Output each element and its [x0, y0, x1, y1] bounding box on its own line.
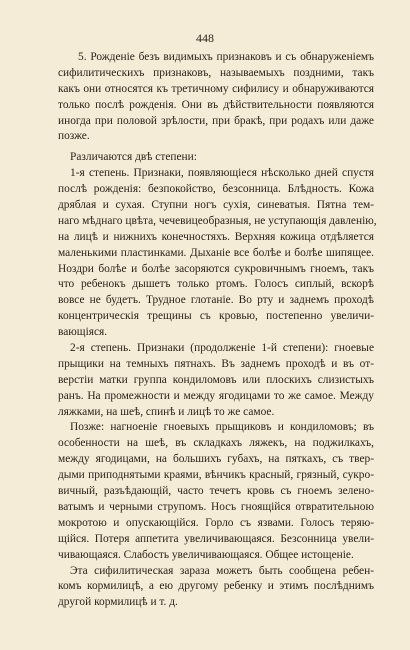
paragraph-2 [58, 150, 374, 166]
text-line: ватымъ и черными струпомъ. Носъ гноящійся отвратительною [58, 500, 374, 513]
text-line: на лицѣ и нижнихъ конечностяхъ. Верхняя кожица отдѣляется [58, 230, 374, 243]
text-line: вающіяся. [58, 326, 108, 339]
text-line: чивающаяся. Слабость увеличивающаяся. Общее истощеніе. [58, 548, 354, 561]
text-line: Позже: нагноеніе гноевыхъ прыщиковъ и кондиломовъ; въ [70, 421, 374, 434]
paragraph-5 [58, 420, 374, 563]
text-line: какъ они относятся къ третичному сифилису и обнаруживаются [58, 82, 374, 95]
text-line: ранъ. На промежности и между ягодицами то же самое. Между [58, 389, 374, 402]
text-line: прыщики на темныхъ пятнахъ. Въ заднемъ проходѣ и въ от- [58, 357, 374, 370]
text-line: Различаются двѣ степени: [70, 151, 197, 164]
text-line: 5. Рожденіе безъ видимыхъ признаковъ и съ обнаруженіемъ [78, 51, 374, 63]
paragraph-3 [58, 166, 377, 341]
text-line: концентрическія трещины съ кровью, постепенно увеличи- [58, 310, 374, 323]
text-line: Эта сифилитическая зараза можетъ быть сообщена ребен- [70, 564, 374, 577]
text-line: другой кормилицѣ и т. д. [58, 596, 178, 609]
text-line: между ягодицами, на большихъ губахъ, на пяткахъ, съ твер- [58, 453, 374, 466]
body-text [58, 50, 377, 611]
text-line: позже. [58, 130, 90, 143]
text-line: особенности на шеѣ, въ складкахъ ляжекъ, на поджилкахъ, [58, 437, 374, 450]
text-line: послѣ рожденія: безпокойство, безсонница. Блѣдность. Кожа [58, 183, 374, 196]
paragraph-4 [58, 341, 374, 420]
text-line: маленькими пластинками. Дыханіе все болѣе и болѣе шипящее. [58, 246, 374, 259]
text-line: Ноздри болѣе и болѣе засоряются сукровичнымъ гноемъ, такъ [58, 262, 374, 275]
text-line: сифилитическихъ признаковъ, называемыхъ поздними, такъ [58, 66, 374, 79]
text-line: иногда при половой зрѣлости, при бракѣ, при родахъ или даже [58, 114, 374, 127]
text-line: верстіи матки группа кондиломовъ или плоскихъ слизистыхъ [58, 373, 374, 386]
text-line: вичный, разъѣдающій, часто течетъ кровь съ гноемъ зелено- [58, 485, 374, 498]
text-line: щійся. Потеря аппетита увеличивающаяся. Безсонница увели- [58, 532, 374, 545]
text-line: дряблая и сухая. Ступни ногъ сухія, синеватыя. Пятна тем- [58, 199, 374, 212]
text-line: вовсе не будетъ. Трудное глотаніе. Во рту и заднемъ проходѣ [58, 294, 374, 307]
text-line: ляжками, на шеѣ, спинѣ и лицѣ то же самое. [58, 405, 275, 418]
text-line: что ребенокъ дышетъ только ртомъ. Голосъ сиплый, вскорѣ [58, 278, 374, 291]
text-line: комъ кормилицѣ, а ею другому ребенку и этимъ послѣднимъ [58, 580, 374, 593]
text-line: мокротою и опускающійся. Горло съ язвами. Голосъ теряю- [58, 516, 374, 529]
text-line: только послѣ рожденія. Они въ дѣйствительности появляются [58, 98, 374, 111]
paragraph-6 [58, 564, 374, 612]
paragraph-1 [58, 50, 374, 145]
text-line: 1-я степень. Признаки, появляющіеся нѣсколько дней спустя [70, 167, 374, 180]
page-number: 448 [196, 31, 214, 45]
text-line: 2-я степень. Признаки (продолженіе 1-й степени): гноевые [70, 342, 374, 355]
text-line: дыми приподнятыми краями, вѣнчикъ красный, грязный, сукро- [58, 469, 374, 482]
text-line: наго мѣднаго цвѣта, чечевицеобразныя, не уступающія давленію, [58, 214, 377, 227]
